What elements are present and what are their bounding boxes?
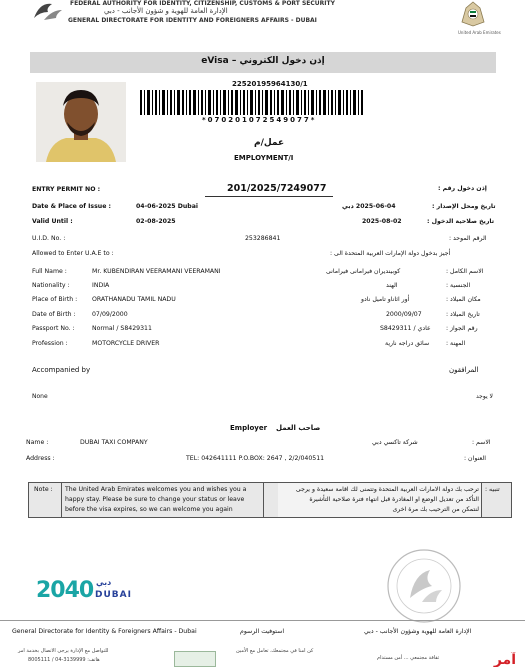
- uae-emblem-icon: [458, 0, 488, 28]
- full-name-value: Mr. KUBENDIRAN VEERAMANI VEERAMANI: [92, 268, 221, 275]
- gov-badge-icon: [174, 651, 216, 667]
- note-ar-area: [278, 483, 481, 517]
- note-text-ar-2: التأكد من تعديل الوضع او المغادرة قبل انتهاء فترة صلاحية التأشيرة: [309, 496, 479, 503]
- valid-value-ar: 2025-08-02: [362, 218, 402, 225]
- footer-middle: استوفيت الرسوم: [240, 628, 285, 635]
- employer-name-value: DUBAI TAXI COMPANY: [80, 439, 148, 446]
- valid-value: 02-08-2025: [136, 218, 176, 225]
- employer-address-label-ar: العنوان :: [464, 455, 486, 462]
- permit-type-en: EMPLOYMENT/I: [234, 154, 294, 162]
- dob-value: 07/09/2000: [92, 311, 128, 318]
- authority-name-en: FEDERAL AUTHORITY FOR IDENTITY, CITIZENSHIP, CUSTOMS & PORT SECURITY: [70, 0, 335, 7]
- logo-2040-number: 2040: [36, 578, 94, 603]
- note-text-ar-1: ترحب بك دولة الامارات العربية المتحدة وتتمنى لك اقامة سعيدة و يرجى: [295, 486, 479, 493]
- note-text-ar-3: لنتمكن من الترحيب بك مرة اخرى: [392, 506, 479, 513]
- directorate-name-en: GENERAL DIRECTORATE FOR IDENTITY AND FOREIGNERS AFFAIRS - DUBAI: [68, 17, 317, 24]
- allowed-label: Allowed to Enter U.A.E to :: [32, 250, 114, 257]
- footer-contact-1: للتواصل مع الإدارة يرجى الاتصال بخدمة امر: [18, 648, 109, 654]
- dob-label-ar: تاريخ الميلاد :: [446, 311, 480, 318]
- allowed-label-ar: أجيز بدخول دولة الإمارات العربية المتحدة الى :: [330, 250, 451, 257]
- accompanied-none-ar: لا يوجد: [476, 393, 493, 400]
- dob-value-ar: 2000/09/07: [386, 311, 422, 318]
- logo-2040-ar: دبي: [96, 578, 112, 587]
- employer-name-label-ar: الاسم :: [472, 439, 491, 446]
- note-label: Note :: [34, 486, 53, 493]
- employer-name-value-ar: شركة تاكسي دبي: [372, 439, 418, 446]
- passport-value-ar: S8429311 / عادي: [380, 325, 431, 332]
- logo-2040-en: DUBAI: [95, 590, 132, 600]
- pob-label: Place of Birth :: [32, 296, 78, 303]
- employer-name-label: Name :: [26, 439, 49, 446]
- entry-permit-label: ENTRY PERMIT NO :: [32, 186, 101, 193]
- profession-value-ar: سائق دراجه نارية: [385, 340, 430, 347]
- pob-label-ar: مكان الميلاد :: [446, 296, 481, 303]
- employer-address-value: TEL: 042641111 P.O.BOX: 2647 , 2/2/040511: [186, 455, 325, 462]
- issue-value-ar: 2025-06-04 دبي: [342, 203, 396, 210]
- passport-label: Passport No. :: [32, 325, 75, 332]
- issue-label-ar: تاريخ ومحل الإصدار :: [432, 203, 496, 210]
- valid-label-ar: تاريخ صلاحية الدخول :: [427, 218, 495, 225]
- pob-value: ORATHANADU TAMIL NADU: [92, 296, 176, 303]
- falcon-logo-icon: [30, 0, 66, 22]
- nationality-label-ar: الجنسية :: [446, 282, 471, 289]
- accompanied-none: None: [32, 393, 48, 400]
- note-box: [28, 482, 512, 518]
- passport-label-ar: رقم الجواز :: [446, 325, 478, 332]
- footer-right: الإدارة العامة للهوية وشؤون الأجانب - دبي: [364, 628, 472, 635]
- employer-title-ar: صاحب العمل: [276, 424, 321, 432]
- note-text-en-3: before the visa expires, so we can welcome you again: [65, 506, 233, 513]
- uid-label-ar: الرقم الموحد :: [449, 235, 487, 242]
- permit-type-ar: عمل/م: [254, 138, 285, 148]
- amer-logo: [438, 652, 518, 667]
- nationality-value: INDIA: [92, 282, 110, 289]
- header: [0, 0, 525, 40]
- dob-label: Date of Birth :: [32, 311, 76, 318]
- uid-value: 253286841: [245, 235, 281, 242]
- note-divider-middle: [263, 483, 264, 517]
- note-text-en-1: The United Arab Emirates welcomes you and wishes you a: [65, 486, 247, 493]
- barcode-number: 22520195964130/1: [232, 80, 308, 88]
- footer-amer-tag: ثقافة مجتمعي ... أمن مستدام: [377, 655, 440, 661]
- footer-contact-2: هاتف: 3139999-04 / 8005111: [28, 657, 100, 663]
- evisa-title: إذن دخول الكتروني – eVisa: [201, 56, 325, 66]
- accompanied-label: Accompanied by: [32, 366, 91, 374]
- nationality-value-ar: الهند: [386, 282, 398, 289]
- footer-left: General Directorate for Identity & Foreigners Affairs - Dubai: [12, 628, 197, 635]
- emblem-caption: United Arab Emirates: [458, 30, 501, 35]
- official-seal-icon: [386, 548, 462, 624]
- profession-value: MOTORCYCLE DRIVER: [92, 340, 160, 347]
- barcode-image: [140, 90, 364, 115]
- footer-rule: [0, 620, 525, 621]
- note-label-ar: تنبيه :: [485, 486, 500, 493]
- profession-label: Profession :: [32, 340, 68, 347]
- entry-permit-value: 201/2025/7249077: [227, 183, 327, 194]
- note-text-en-2: happy stay. Please be sure to change your status or leave: [65, 496, 245, 503]
- employer-title: Employer: [230, 424, 268, 432]
- dubai-2040-logo: [36, 578, 136, 608]
- issue-label: Date & Place of Issue :: [32, 203, 112, 210]
- full-name-value-ar: كوبينديران فيرامانى فيرامانى: [326, 268, 401, 275]
- accompanied-label-ar: المرافقون: [449, 366, 479, 374]
- passport-value: Normal / S8429311: [92, 325, 152, 332]
- uid-label: U.I.D. No. :: [32, 235, 66, 242]
- profession-label-ar: المهنة :: [446, 340, 466, 347]
- entry-permit-label-ar: إذن دخول رقم :: [438, 185, 487, 192]
- amer-logo-text: آمر: [493, 652, 516, 667]
- authority-name-ar: الإدارة العامة للهوية و شؤون الأجانب - دبي: [104, 7, 228, 15]
- full-name-label: Full Name :: [32, 268, 67, 275]
- full-name-label-ar: الاسم الكامل :: [446, 268, 484, 275]
- valid-label: Valid Until :: [32, 218, 73, 225]
- issue-value: 04-06-2025 Dubai: [136, 203, 198, 210]
- nationality-label: Nationality :: [32, 282, 70, 289]
- employer-address-label: Address :: [26, 455, 55, 462]
- note-divider-left: [61, 483, 62, 517]
- applicant-photo: [36, 82, 126, 162]
- evisa-title-bar: [30, 52, 496, 73]
- note-divider-right: [481, 483, 482, 517]
- pob-value-ar: أور اثاناو تاميل نادو: [361, 296, 410, 303]
- barcode-code: *070201072549077*: [202, 116, 317, 124]
- entry-permit-underline: [205, 196, 333, 197]
- footer-community: كن امنا في مجتمعك، تعامل مع الأمين: [236, 648, 314, 654]
